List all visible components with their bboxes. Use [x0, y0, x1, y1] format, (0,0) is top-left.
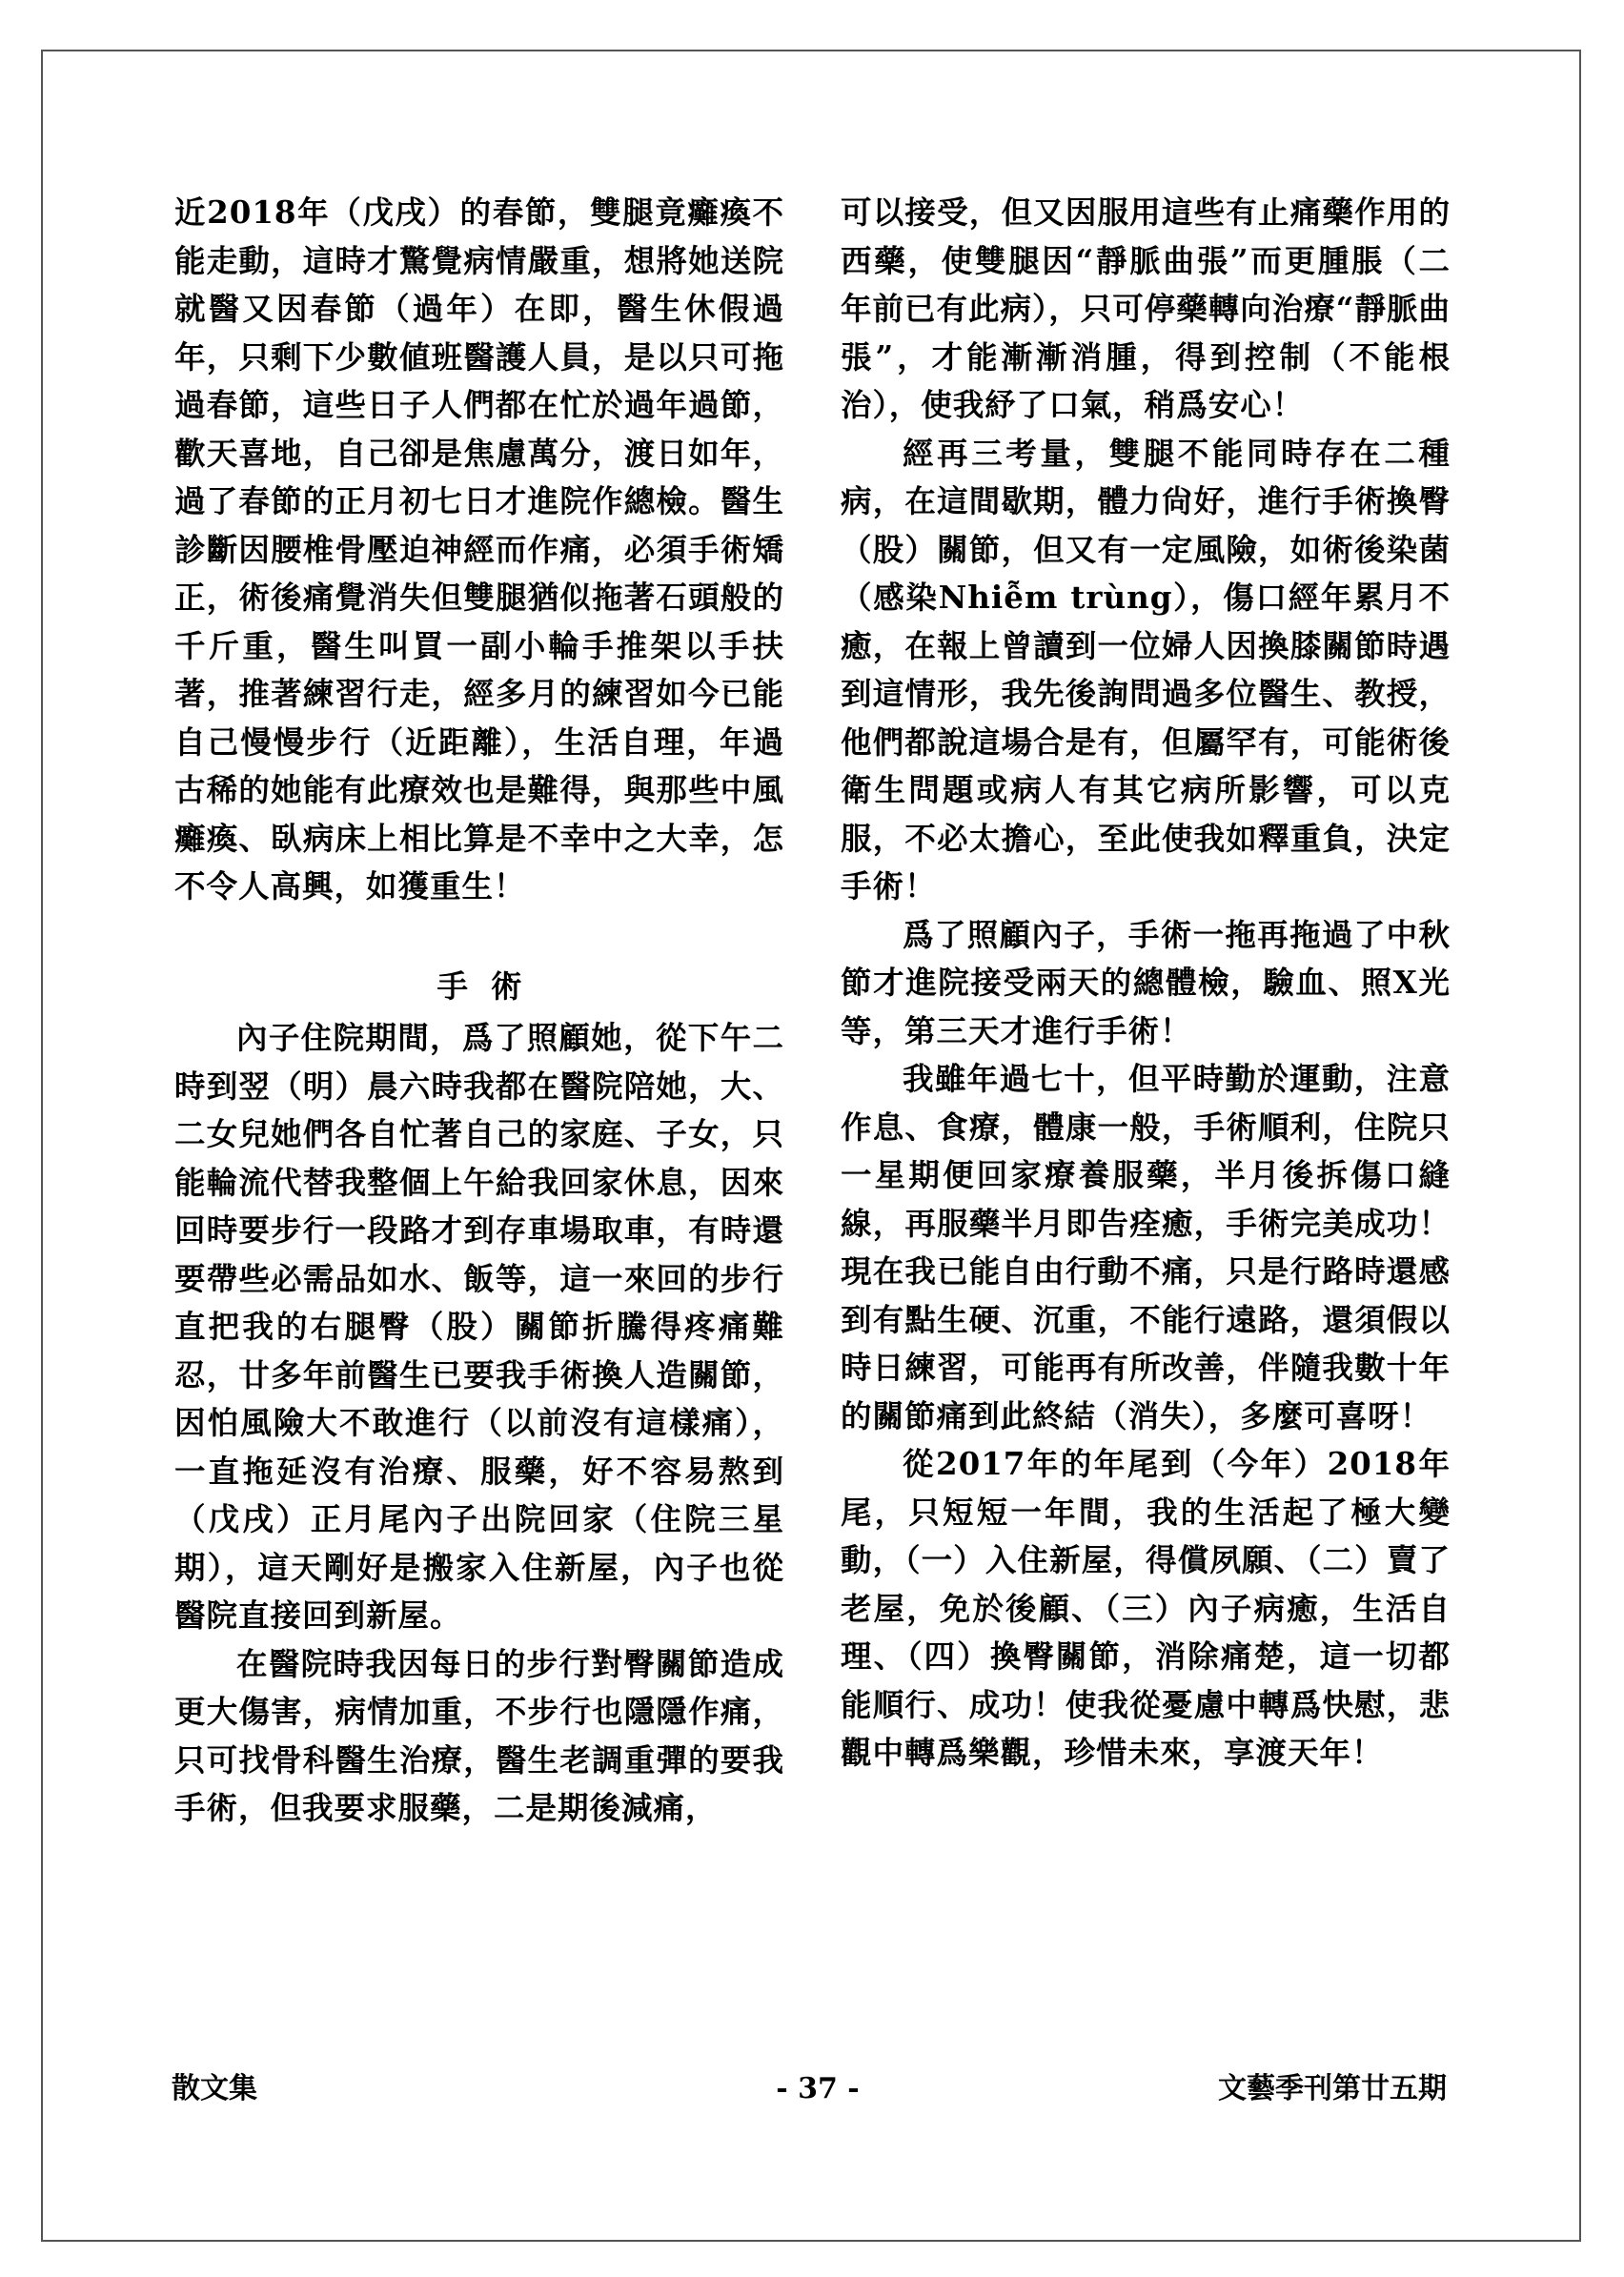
footer-collection-title: 散文集	[172, 2072, 257, 2105]
right-paragraph-1: 可以接受，但又因服用這些有止痛藥作用的西藥，使雙腿因“靜脈曲張”而更腫脹（二年前已有此病），只可停藥轉向治療“靜脈曲張”，才能漸漸消腫，得到控制（不能根治），使我紓了口氣，稍爲安心！	[841, 193, 1451, 423]
left-paragraph-2: 內子住院期間，爲了照顧她，從下午二時到翌（明）晨六時我都在醫院陪她，大、二女兒她們各自忙著自己的家庭、子女，只能輪流代替我整個上午給我回家休息，因來回時要步行一段路才到存車場取車，有時還要帶些必需品如水、飯等，這一來回的步行直把我的右腿臀（股）關節折騰得疼痛難忍，廿多年前醫生已要我手術換人造關節，因怕風險大不敢進行（以前沒有這樣痛），一直拖延沒有治療、服藥，好不容易熬到（戊戌）正月尾內子出院回家（住院三星期），這天剛好是搬家入住新屋，內子也從醫院直接回到新屋。	[174, 1019, 784, 1634]
right-paragraph-2: 經再三考量，雙腿不能同時存在二種病，在這間歇期，體力尙好，進行手術換臀（股）關節，但又有一定風險，如術後染菌（感染Nhiễm trùng），傷口經年累月不癒，在報上曾讀到一位婦人因換膝關節時遇到這情形，我先後詢問過多位醫生、教授，他們都說這場合是有，但屬罕有，可能術後衛生問題或病人有其它病所影響，可以克服，不必太擔心，至此使我如釋重負，決定手術！	[841, 434, 1451, 905]
section-heading: 手術	[436, 966, 545, 1005]
right-column	[841, 189, 1451, 1778]
footer-journal-issue: 文藝季刊第廿五期	[1218, 2072, 1447, 2105]
right-paragraph-3: 爲了照顧內子，手術一拖再拖過了中秋節才進院接受兩天的總體檢，驗血、照X光等，第三天才進行手術！	[841, 915, 1451, 1049]
left-paragraph-1: 近2018年（戊戌）的春節，雙腿竟癱瘓不能走動，這時才驚覺病情嚴重，想將她送院就醫又因春節（過年）在即，醫生休假過年，只剩下少數値班醫護人員，是以只可拖過春節，這些日子人們都在忙於過年過節，歡天喜地，自己卻是焦慮萬分，渡日如年，過了春節的正月初七日才進院作總檢。醫生診斷因腰椎骨壓迫神經而作痛，必須手術矯正，術後痛覺消失但雙腿猶似拖著石頭般的千斤重，醫生叫買一副小輪手推架以手扶著，推著練習行走，經多月的練習如今已能自己慢慢步行（近距離），生活自理，年過古稀的她能有此療效也是難得，與那些中風癱瘓、臥病床上相比算是不幸中之大幸，怎不令人高興，如獲重生！	[174, 193, 784, 905]
left-paragraph-3: 在醫院時我因每日的步行對臀關節造成更大傷害，病情加重，不步行也隱隱作痛，只可找骨科醫生治療，醫生老調重彈的要我手術，但我要求服藥，二是期後減痛，	[174, 1644, 784, 1826]
footer-page-number: - 37 -	[776, 2072, 860, 2105]
left-column	[174, 189, 784, 1833]
right-paragraph-5: 從2017年的年尾到（今年）2018年尾，只短短一年間，我的生活起了極大變動，（一）入住新屋，得償夙願、（二）賣了老屋，免於後顧、（三）內子病癒，生活自理、（四）換臀關節，消除痛楚，這一切都能順行、成功！使我從憂慮中轉爲快慰，悲觀中轉爲樂觀，珍惜未來，享渡天年！	[841, 1445, 1451, 1771]
right-paragraph-4: 我雖年過七十，但平時勤於運動，注意作息、食療，體康一般，手術順利，住院只一星期便回家療養服藥，半月後拆傷口縫線，再服藥半月即告痊癒，手術完美成功！現在我已能自由行動不痛，只是行路時還感到有點生硬、沉重，不能行遠路，還須假以時日練習，可能再有所改善，伴隨我數十年的關節痛到此終結（消失），多麼可喜呀！	[841, 1060, 1451, 1434]
